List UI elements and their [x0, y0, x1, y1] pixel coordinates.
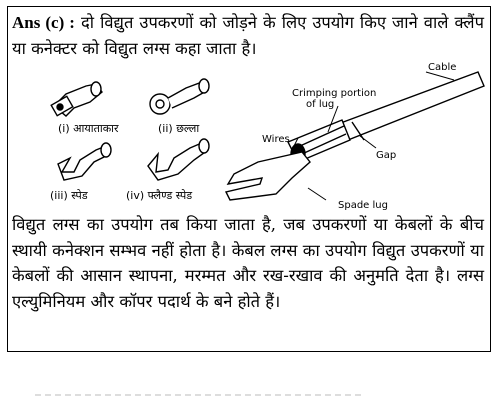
lug-label-spade: (iii) स्पेड [50, 189, 88, 202]
callout-wires: Wires [262, 134, 290, 145]
callout-crimping-portion: Crimping portion [292, 88, 377, 99]
callout-crimping-portion-line2: of lug [306, 99, 335, 110]
spade-lug-drawing [58, 143, 111, 180]
ring-lug-drawing [150, 79, 209, 114]
callout-cable: Cable [428, 62, 457, 73]
callout-gap: Gap [376, 150, 397, 161]
answer-intro-text: दो विद्युत उपकरणों को जोड़ने के लिए उपयोग किए जाने वाले क्लैंप या कनेक्टर को विद्युत लग्स कहा जाता है। [12, 13, 484, 58]
cropped-text-fragment [35, 392, 365, 398]
answer-box [7, 6, 491, 352]
lug-label-flanged-spade: (iv) फ्लैण्ड स्पेड [126, 189, 193, 202]
callout-spade-lug: Spade lug [338, 200, 388, 210]
answer-label: Ans (c) : [12, 13, 75, 32]
lug-figure [8, 62, 490, 210]
answer-intro-paragraph [12, 10, 484, 62]
rectangular-lug-drawing [51, 82, 102, 116]
lug-label-rectangular: (i) आयाताकार [58, 122, 119, 135]
lug-label-ring: (ii) छल्ला [158, 122, 200, 135]
flanged-spade-lug-drawing [148, 139, 209, 180]
answer-body-paragraph: विद्युत लग्स का उपयोग तब किया जाता है, जब उपकरणों या केबलों के बीच स्थायी कनेक्शन सम्भव नहीं होता है। केबल लग्स का उपयोग विद्युत उपकरणों या केबलों की आसान स्थापना, मरम्मत और रख-रखाव की अनुमति देता है। लग्स एल्युमिनियम और कॉपर पदार्थ के बने होते हैं। [12, 215, 484, 311]
